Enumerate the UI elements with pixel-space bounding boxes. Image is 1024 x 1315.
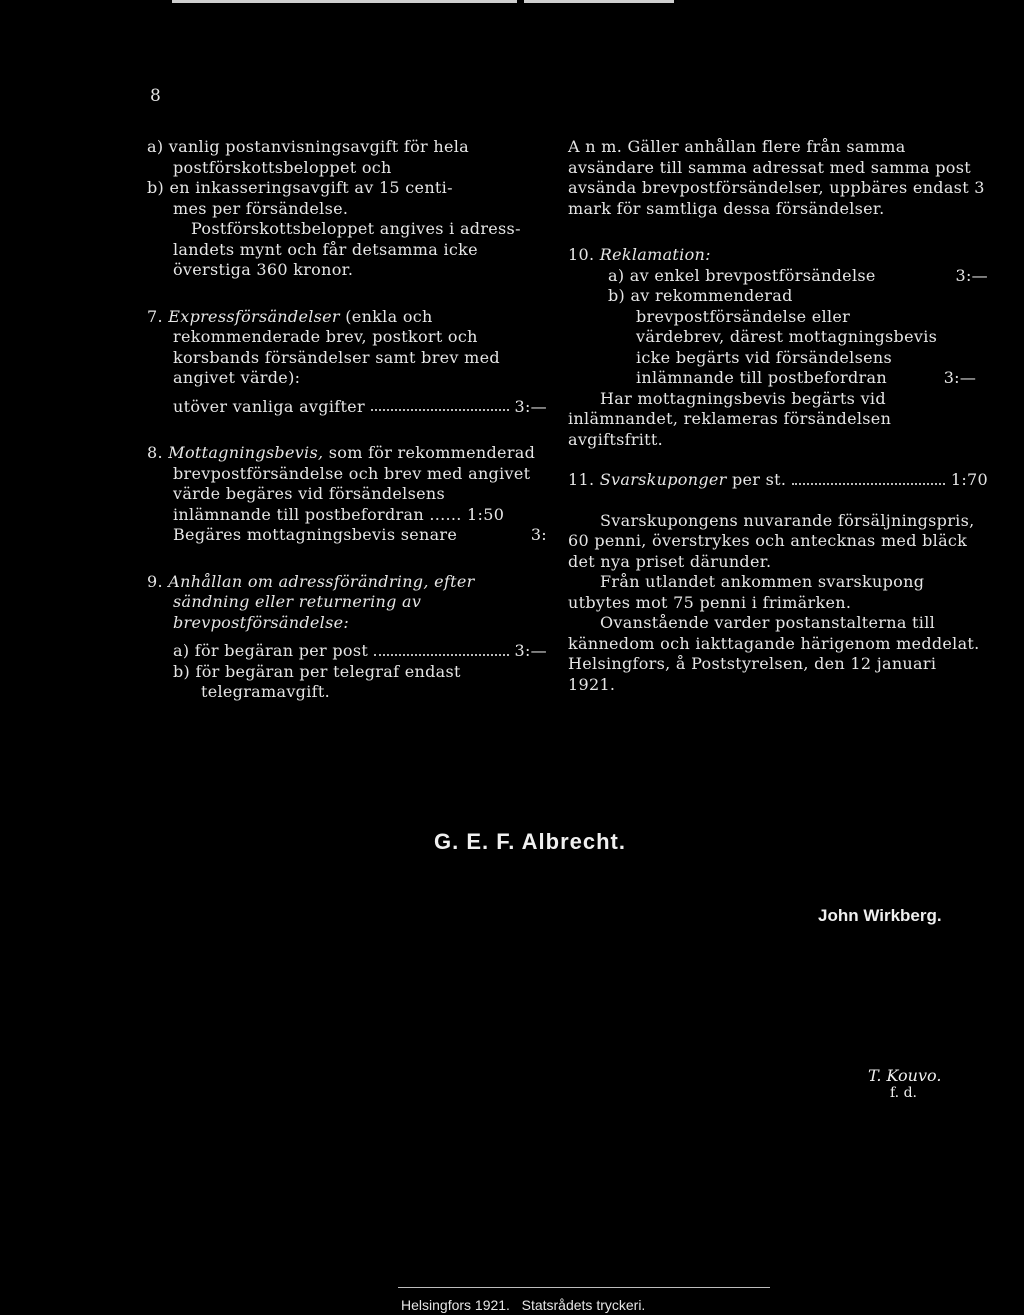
item-8: 8. Mottagningsbevis, som för rekommenderad brevpostförsändelse och brev med angivet värde begäres vid försändelsens inlämnande till postbefordran ...... 1:50	[147, 443, 536, 524]
item-8-later-value: 3:	[530, 525, 547, 544]
item-a-line2: postförskottsbeloppet och	[173, 157, 392, 177]
item-7-fee-row	[147, 397, 547, 418]
item-7	[147, 307, 547, 389]
item-10a-label: a) av enkel brevpostförsändelse	[608, 265, 876, 285]
item-10b-text: b) av rekommenderad brevpostförsändelse eller värdebrev, därest mottagningsbevis icke begärts vid försändelsens inlämnande till postbefordran	[608, 286, 938, 387]
svarskupong-paragraph-1: Svarskupongens nuvarande försäljningspris, 60 penni, överstrykes och antecknas med bläck det nya priset därunder.	[568, 510, 975, 571]
signature-albrecht: G. E. F. Albrecht.	[434, 829, 626, 854]
page-number: 8	[150, 86, 161, 106]
item-9-number: 9.	[147, 571, 163, 591]
item-10	[568, 245, 988, 266]
right-column	[568, 137, 988, 695]
item-8-fee-value: 1:50	[467, 504, 505, 524]
signature-kouvo: T. Kouvo.	[868, 1066, 942, 1085]
item-9-title: Anhållan om adressförändring, efter sändning eller returnering av brevpostförsändelse:	[168, 571, 475, 632]
left-column	[147, 137, 547, 703]
item-10-title: Reklamation:	[599, 245, 711, 264]
item-b-line2: mes per försändelse.	[173, 198, 349, 218]
closing-paragraph: Ovanstående varder postanstalterna till kännedom och iakttagande härigenom meddelat. Helsingfors, å Poststyrelsen, den 12 januari 1921.	[568, 613, 980, 694]
item-11-label: per st.	[731, 470, 787, 489]
item-9a-label: a) för begäran per post	[173, 641, 369, 660]
item-11-number: 11.	[568, 470, 595, 489]
item-8-text: som för rekommenderad brevpostförsändelse och brev med angivet värde begäres vid försändelsens inlämnande till postbefordran	[173, 443, 536, 524]
top-edge-artifact	[0, 0, 1024, 4]
footer-imprint: Helsingfors 1921. Statsrådets tryckeri.	[401, 1297, 646, 1313]
footer-rule	[398, 1287, 770, 1288]
item-11-value: 1:70	[950, 470, 988, 489]
item-10a-value: 3:—	[955, 265, 988, 285]
item-9a-row	[147, 641, 547, 662]
item-7-fee-label: utöver vanliga avgifter	[173, 396, 365, 416]
signature-wirkberg: John Wirkberg.	[818, 906, 942, 925]
item-9b: b) för begäran per telegraf endast telegramavgift.	[173, 661, 461, 701]
item-7-title: Expressförsändelser	[168, 306, 340, 326]
paragraph-postforskott: Postförskottsbeloppet angives i adress-landets mynt och får detsamma icke överstiga 360 kronor.	[173, 219, 521, 279]
item-a-line1: a) vanlig postanvisningsavgift för hela	[147, 137, 470, 156]
item-7-text: (enkla och rekommenderade brev, postkort och korsbands försändelser samt brev med angivet värde):	[173, 306, 500, 387]
item-11-title: Svarskuponger	[599, 470, 727, 489]
item-9a-value: 3:—	[514, 641, 547, 660]
anm-paragraph: A n m. Gäller anhållan flere från samma avsändare till samma adressat med samma post avsända brevpostförsändelser, uppbäres endast 3 mark för samtliga dessa försändelser.	[568, 137, 985, 218]
item-11-row	[568, 470, 988, 491]
item-10b	[568, 286, 988, 389]
item-10a-row	[568, 266, 988, 287]
item-10-note: Har mottagningsbevis begärts vid inlämnandet, reklameras försändelsen avgiftsfritt.	[568, 388, 892, 449]
item-7-fee-value: 3:—	[514, 396, 547, 416]
item-8-later-row	[147, 525, 547, 546]
item-8-number: 8.	[147, 443, 163, 462]
item-8-later-label: Begäres mottagningsbevis senare	[173, 525, 458, 544]
item-b-line1: b) en inkasseringsavgift av 15 centi-	[147, 178, 453, 197]
item-9	[147, 572, 547, 634]
item-7-number: 7.	[147, 306, 163, 326]
item-10-number: 10.	[568, 245, 595, 264]
item-8-title: Mottagningsbevis,	[168, 443, 324, 462]
svarskupong-paragraph-2: Från utlandet ankommen svarskupong utbytes mot 75 penni i frimärken.	[568, 572, 925, 612]
item-10b-value: 3:—	[943, 368, 977, 387]
signature-fd: f. d.	[890, 1085, 917, 1101]
